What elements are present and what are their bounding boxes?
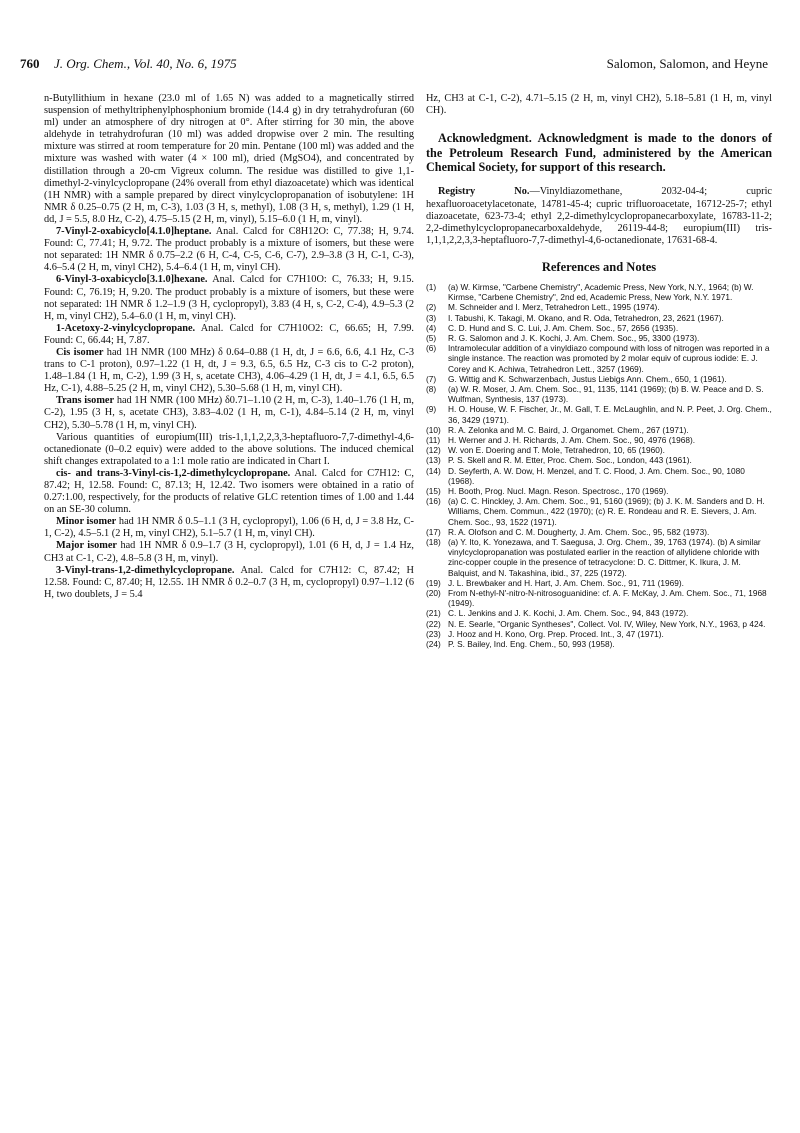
- compound-heading: cis- and trans-3-Vinyl-cis-1,2-dimethylcyclopropane.: [56, 467, 291, 479]
- paragraph: [44, 516, 414, 540]
- reference-item: [426, 384, 772, 404]
- paragraph-text: Anal. Calcd for C7H12: C, 87.42; H 12.58. Found: C, 87.40; H, 12.55. 1H NMR δ 0.2–0.7 (3 H, m, cyclopropyl) 0.97–1.12 (6 H, two doublets, J = 5.4: [44, 564, 414, 600]
- reference-text: C. L. Jenkins and J. K. Kochi, J. Am. Chem. Soc., 94, 843 (1972).: [448, 608, 689, 619]
- paragraph: [44, 347, 414, 395]
- reference-text: J. Hooz and H. Kono, Org. Prep. Proced. Int., 3, 47 (1971).: [448, 628, 664, 639]
- reference-item: [426, 537, 772, 578]
- reference-text: R. G. Salomon and J. K. Kochi, J. Am. Chem. Soc., 95, 3300 (1973).: [448, 332, 700, 343]
- reference-item: [426, 527, 772, 537]
- reference-text: M. Schneider and I. Merz, Tetrahedron Lett., 1995 (1974).: [448, 302, 660, 313]
- right-column: [426, 93, 772, 649]
- reference-item: [426, 455, 772, 465]
- registry-text: —Vinyldiazomethane, 2032-04-4; cupric hexafluoroacetylacetonate, 14781-45-4; cupric trifluoroacetate, 16712-25-7; ethyl diazoacetate, 623-73-4; ethyl 2,2-dimethylcyclopropanecarboxylate, 16783-11-2; 2,2-dimethylcyclopropanecarboxaldehyde, 26119-44-8; europium(III) tris-1,1,1,2,2,3,3-heptafluoro-7,7-dimethyl-4,6-octanedionate, 17631-68-4.: [426, 186, 772, 246]
- reference-number: (13): [426, 455, 441, 466]
- reference-item: [426, 496, 772, 527]
- compound-heading: 6-Vinyl-3-oxabicyclo[3.1.0]hexane.: [56, 274, 208, 286]
- registry-heading: Registry No.: [438, 186, 530, 198]
- reference-text: H. Werner and J. H. Richards, J. Am. Chem. Soc., 90, 4976 (1968).: [448, 435, 696, 446]
- reference-text: G. Wittig and K. Schwarzenbach, Justus Liebigs Ann. Chem., 650, 1 (1961).: [448, 373, 727, 384]
- compound-heading: 3-Vinyl-trans-1,2-dimethylcyclopropane.: [56, 564, 235, 576]
- compound-heading: 1-Acetoxy-2-vinylcyclopropane.: [56, 322, 196, 334]
- reference-item: [426, 323, 772, 333]
- reference-number: (20): [426, 588, 441, 599]
- reference-item: [426, 619, 772, 629]
- paragraph-text: had 1H NMR (100 MHz) δ0.71–1.10 (2 H, m, C-3), 1.40–1.76 (1 H, m, C-2), 1.95 (3 H, s, acetate CH3), 3.83–4.02 (1 H, m, C-1), 4.84–5.14 (2 H, m, vinyl CH2), 5.30–5.78 (1 H, m, vinyl CH).: [44, 395, 415, 431]
- reference-text: H. O. House, W. F. Fischer, Jr., M. Gall, T. E. McLaughlin, and N. P. Peet, J. Org. Chem., 36, 3429 (1971).: [448, 404, 772, 425]
- reference-item: [426, 425, 772, 435]
- reference-text: I. Tabushi, K. Takagi, M. Okano, and R. Oda, Tetrahedron, 23, 2621 (1967).: [448, 312, 724, 323]
- reference-number: (7): [426, 373, 437, 384]
- reference-number: (22): [426, 618, 441, 629]
- reference-text: Intramolecular addition of a vinyldiazo compound with loss of nitrogen was reported in a single instance. The reaction was promoted by 2 molar equiv of cuprous iodide: E. J. Corey and K. Achiwa, Tetrahedron Lett., 3257 (1969).: [448, 343, 770, 374]
- page-number: 760: [20, 56, 40, 71]
- reference-number: (16): [426, 496, 441, 507]
- references-list: [426, 282, 772, 649]
- reference-text: (a) C. C. Hinckley, J. Am. Chem. Soc., 91, 5160 (1969); (b) J. K. M. Sanders and D. H. Williams, Chem. Commun., 422 (1970); (c) R. E. Rondeau and R. E. Sievers, J. Am. Chem. Soc., 93, 1522 (1971).: [448, 496, 765, 527]
- reference-number: (1): [426, 281, 437, 292]
- paragraph-text: had 1H NMR δ 0.9–1.7 (3 H, cyclopropyl), 1.01 (6 H, d, J = 1.4 Hz, CH3 at C-1, C-2), 4.8–5.8 (3 H, m, vinyl).: [44, 540, 414, 564]
- isomer-heading: Trans isomer: [56, 395, 115, 407]
- registry-numbers: [426, 186, 772, 246]
- paragraph: [44, 432, 414, 468]
- acknowledgment-text: Acknowledgment is made to the donors of the Petroleum Research Fund, administered by the American Chemical Society, for support of this research.: [426, 131, 772, 174]
- paragraph: [44, 274, 414, 322]
- reference-number: (24): [426, 639, 441, 650]
- paragraph: [44, 395, 414, 431]
- reference-text: C. D. Hund and S. C. Lui, J. Am. Chem. Soc., 57, 2656 (1935).: [448, 322, 679, 333]
- references-heading: References and Notes: [541, 259, 657, 274]
- reference-text: R. A. Zelonka and M. C. Baird, J. Organomet. Chem., 267 (1971).: [448, 424, 689, 435]
- reference-text: P. S. Skell and R. M. Etter, Proc. Chem. Soc., London, 443 (1961).: [448, 455, 692, 466]
- compound-heading: 7-Vinyl-2-oxabicyclo[4.1.0]heptane.: [56, 226, 212, 238]
- reference-item: [426, 588, 772, 608]
- reference-item: [426, 343, 772, 374]
- reference-item: [426, 466, 772, 486]
- reference-item: [426, 282, 772, 302]
- reference-text: N. E. Searle, "Organic Syntheses", Collect. Vol. IV, Wiley, New York, N.Y., 1963, p 424.: [448, 618, 766, 629]
- reference-number: (19): [426, 577, 441, 588]
- reference-item: [426, 639, 772, 649]
- reference-item: [426, 629, 772, 639]
- paragraph: [44, 93, 414, 226]
- paragraph: [44, 540, 414, 564]
- reference-number: (4): [426, 322, 437, 333]
- journal-citation: J. Org. Chem., Vol. 40, No. 6, 1975: [54, 56, 237, 71]
- reference-number: (3): [426, 312, 437, 323]
- reference-item: [426, 578, 772, 588]
- paragraph: [44, 468, 414, 516]
- paragraph: [44, 565, 414, 601]
- reference-text: P. S. Bailey, Ind. Eng. Chem., 50, 993 (1958).: [448, 639, 615, 650]
- reference-number: (15): [426, 486, 441, 497]
- acknowledgment-heading: Acknowledgment.: [438, 131, 532, 146]
- reference-item: [426, 313, 772, 323]
- reference-item: [426, 445, 772, 455]
- acknowledgment: [426, 131, 772, 174]
- reference-text: D. Seyferth, A. W. Dow, H. Menzel, and T. C. Flood, J. Am. Chem. Soc., 90, 1080 (1968).: [448, 465, 745, 486]
- paragraph-text: Anal. Calcd for C7H12: C, 87.42; H, 12.58. Found: C, 87.13; H, 12.42. Two isomers were obtained in a ratio of 0.27:1.00, respectively, for the products of relative GLC retention times of 1.00 and 1.44 on an SE-30 column.: [44, 467, 414, 516]
- reference-number: (12): [426, 445, 441, 456]
- paragraph-text: had 1H NMR δ 0.5–1.1 (3 H, cyclopropyl), 1.06 (6 H, d, J = 3.8 Hz, C-1, C-2), 4.5–5.1 (2 H, m, vinyl CH2), 5.1–5.7 (1 H, m, vinyl CH).: [44, 516, 414, 540]
- reference-item: [426, 608, 772, 618]
- reference-item: [426, 486, 772, 496]
- paragraph-text: Anal. Calcd for C7H10O2: C, 66.65; H, 7.99. Found: C, 66.44; H, 7.87.: [44, 322, 414, 346]
- continued-paragraph: Hz, CH3 at C-1, C-2), 4.71–5.15 (2 H, m, vinyl CH2), 5.18–5.81 (1 H, m, vinyl CH).: [426, 93, 772, 117]
- isomer-heading: Cis isomer: [56, 346, 104, 358]
- reference-number: (2): [426, 302, 437, 313]
- reference-number: (10): [426, 424, 441, 435]
- paragraph-text: had 1H NMR (100 MHz) δ 0.64–0.88 (1 H, dt, J = 6.6, 6.6, 4.1 Hz, C-3 trans to C-1 proton), 0.97–1.22 (1 H, dt, J = 9.3, 6.5, 6.5 Hz, C-3 cis to C-2 proton), 1.48–1.84 (1 H, m, C-2), 1.99 (3 H, s, acetate CH3), 4.06–4.29 (1 H, dt, J = 4.1, 6.5, 6.5 Hz, C-1), 4.88–5.25 (2 H, m, vinyl CH2), 5.30–5.68 (1 H, m, vinyl CH).: [44, 346, 414, 395]
- reference-text: (a) W. Kirmse, "Carbene Chemistry", Academic Press, New York, N.Y., 1964; (b) W. Kirmse, "Carbene Chemistry", 2nd ed, Academic Press, New York, N.Y. 1971.: [448, 281, 754, 303]
- isomer-heading: Minor isomer: [56, 516, 117, 528]
- reference-text: From N-ethyl-N'-nitro-N-nitrosoguanidine: cf. A. F. McKay, J. Am. Chem. Soc., 71, 1968 (1949).: [448, 588, 767, 609]
- reference-text: R. A. Olofson and C. M. Dougherty, J. Am. Chem. Soc., 95, 582 (1973).: [448, 526, 710, 537]
- left-column: [44, 93, 414, 601]
- reference-item: [426, 302, 772, 312]
- reference-number: (5): [426, 332, 437, 343]
- reference-number: (6): [426, 343, 437, 354]
- reference-number: (11): [426, 435, 441, 446]
- reference-item: [426, 404, 772, 424]
- reference-item: [426, 333, 772, 343]
- reference-number: (9): [426, 404, 437, 415]
- reference-text: W. von E. Doering and T. Mole, Tetrahedron, 10, 65 (1960).: [448, 445, 665, 456]
- paragraph-text: n-Butyllithium in hexane (23.0 ml of 1.65 N) was added to a magnetically stirred suspension of methyltriphenylphosphonium bromide (14.4 g) in dry tetrahydrofuran (60 ml) under an atmosphere of dry nitrogen at 0°. After stirring for 30 min, the above aldehyde in tetrahydrofuran (10 ml) was added dropwise over 2 min. The resulting mixture was stirred at room temperature for 20 min. Pentane (100 ml) was added and the mixture was washed with water (4 × 100 ml), dried (MgSO4), and concentrated by distillation through a 20-cm Vigreux column. The residue was distilled to give 1,1-dimethyl-2-vinylcyclopropane (24% overall from ethyl diazoacetate) which was identical (1H NMR) with a sample prepared by direct vinylcyclopropanation of isobutylene: 1H NMR δ 0.25–0.75 (2 H, m, C-3), 1.03 (3 H, s, methyl), 1.08 (3 H, s, methyl), 1.29 (1 H, dd, J = 5.5, 8.0 Hz, C-2), 4.75–5.15 (2 H, m, vinyl), 5.15–6.0 (1 H, m, vinyl).: [44, 93, 414, 225]
- reference-item: [426, 435, 772, 445]
- paragraph: [44, 323, 414, 347]
- reference-number: (18): [426, 537, 441, 548]
- paragraph-text: Anal. Calcd for C8H12O: C, 77.38; H, 9.74. Found: C, 77.41; H, 9.72. The product probably is a mixture of isomers, but these were not separated: 1H NMR δ 0.75–2.2 (6 H, C-4, C-5, C-6, C-7), 2.9–3.8 (3 H, C-1, C-3), 4.6–5.4 (2 H, m, vinyl CH2), 5.4–6.4 (1 H, m, vinyl CH).: [44, 226, 414, 274]
- reference-text: H. Booth, Prog. Nucl. Magn. Reson. Spectrosc., 170 (1969).: [448, 486, 669, 497]
- reference-item: [426, 374, 772, 384]
- reference-number: (21): [426, 608, 441, 619]
- reference-number: (23): [426, 628, 441, 639]
- reference-text: (a) Y. Ito, K. Yonezawa, and T. Saegusa, J. Org. Chem., 39, 1763 (1974). (b) A similar vinylcyclopropanation was postulated earlier in the reaction of allylidene chloride with zinc-copper couple in the presence of tetracyclone: D. C. Dittmer, K. Ikura, J. M. Balquist, and N. Takashina, ibid., 37, 225 (1972).: [448, 537, 761, 578]
- paragraph-text: Anal. Calcd for C7H10O: C, 76.33; H, 9.15. Found: C, 76.19; H, 9.20. The product probably is a mixture of isomers, but these were not separated: 1H NMR δ 1.2–1.9 (3 H, cyclopropyl), 3.83 (4 H, s, C-2, C-4), 4.9–5.3 (2 H, m, vinyl CH2), 5.4–6.0 (1 H, m, vinyl CH).: [44, 274, 414, 322]
- reference-text: (a) W. R. Moser, J. Am. Chem. Soc., 91, 1135, 1141 (1969); (b) B. W. Peace and D. S. Wulfman, Synthesis, 137 (1973).: [448, 384, 764, 405]
- paragraph-text: Various quantities of europium(III) tris-1,1,1,2,2,3,3-heptafluoro-7,7-dimethyl-4,6-octanedionate (0–0.2 equiv) were added to the above solutions. The induced chemical shift changes extrapolated to a 1:1 mole ratio are indicated in Chart I.: [44, 431, 414, 467]
- running-authors: Salomon, Salomon, and Heyne: [606, 56, 768, 71]
- reference-text: J. L. Brewbaker and H. Hart, J. Am. Chem. Soc., 91, 711 (1969).: [448, 577, 684, 588]
- running-header: [20, 56, 768, 76]
- isomer-heading: Major isomer: [56, 540, 117, 552]
- paragraph: [44, 226, 414, 274]
- reference-number: (17): [426, 526, 441, 537]
- reference-number: (14): [426, 465, 441, 476]
- reference-number: (8): [426, 384, 437, 394]
